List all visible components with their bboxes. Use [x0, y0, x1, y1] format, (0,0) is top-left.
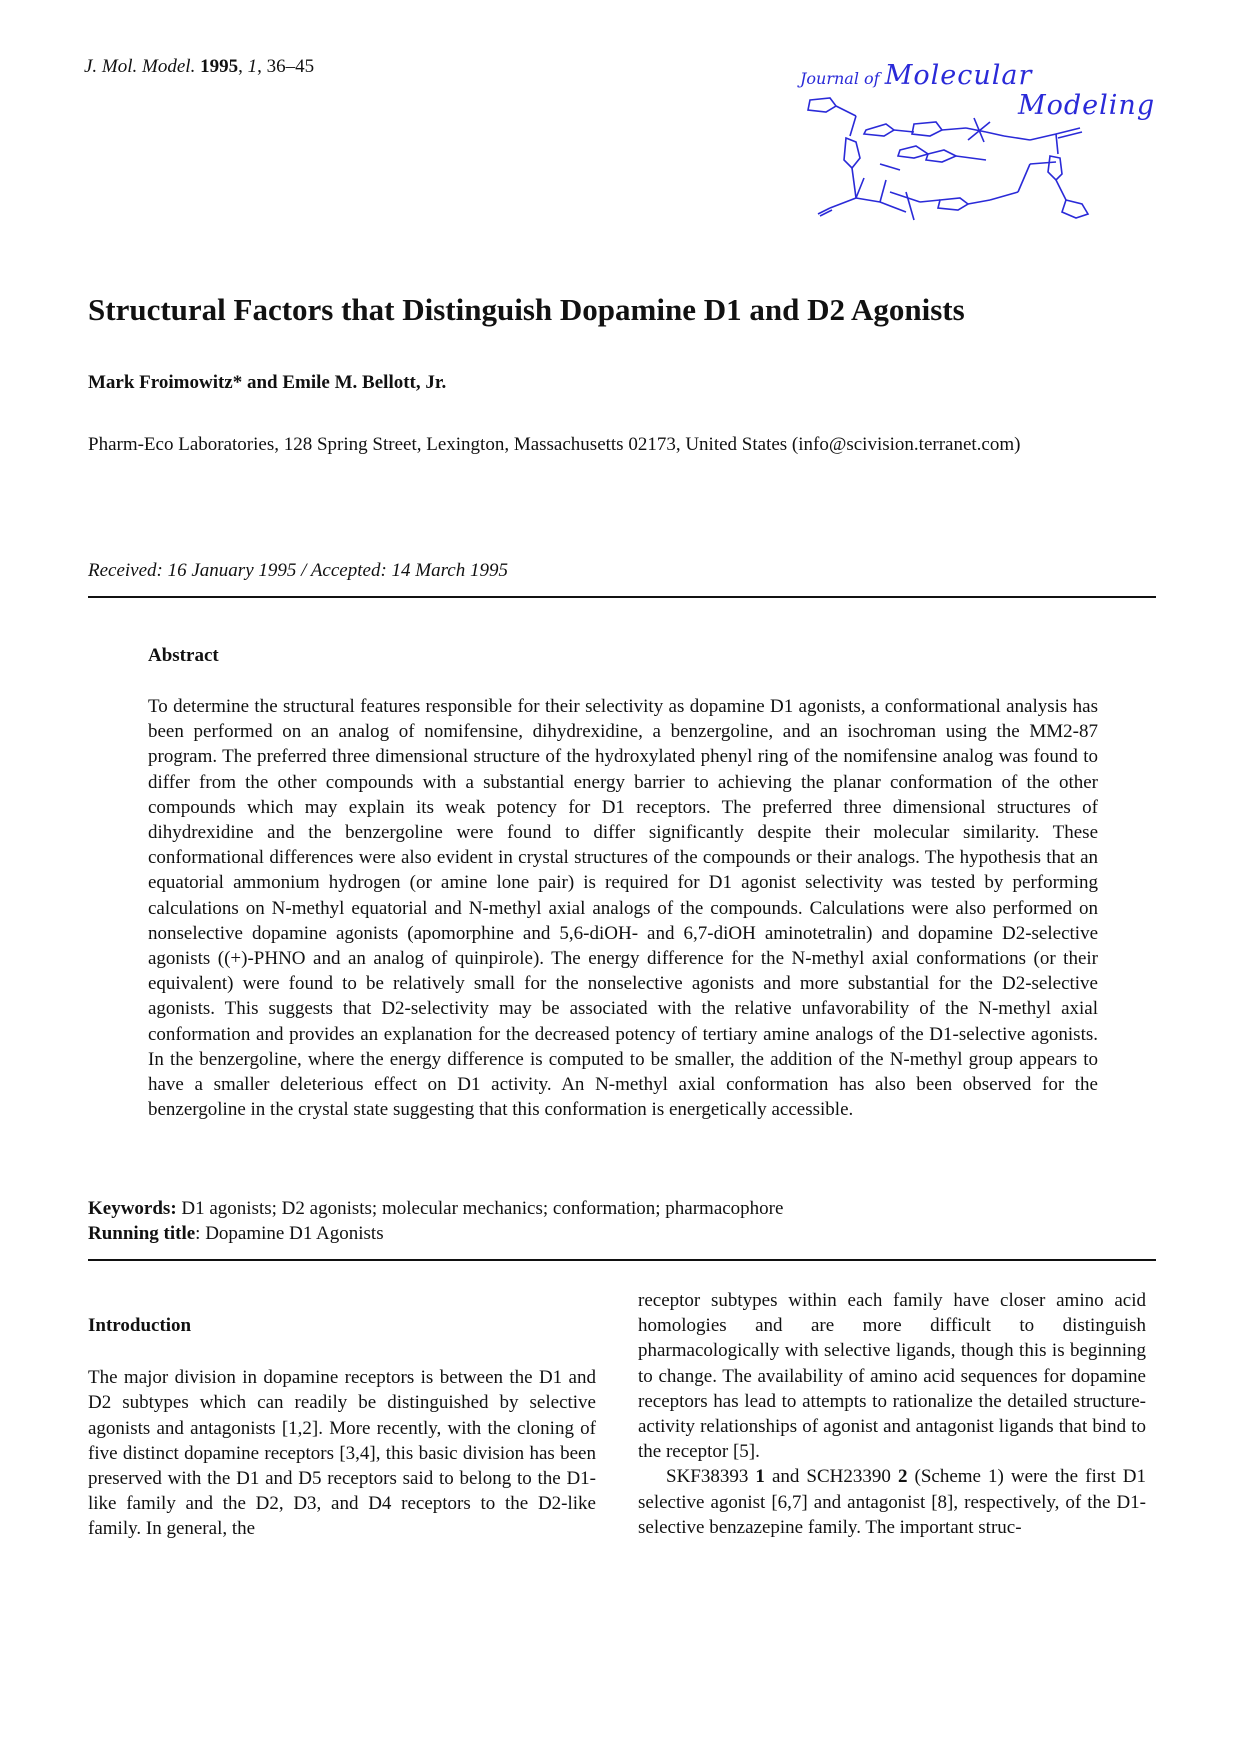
journal-logo — [790, 52, 1160, 252]
received-dates: Received: 16 January 1995 / Accepted: 14 March 1995 — [88, 560, 508, 581]
divider-bottom — [88, 1259, 1156, 1261]
running-title-value: : Dopamine D1 Agonists — [195, 1223, 384, 1244]
compound-skf38393: SKF38393 — [666, 1466, 756, 1488]
divider-top — [88, 596, 1156, 598]
abstract-heading: Abstract — [148, 645, 219, 666]
body-paragraph-1: receptor subtypes within each family have closer amino acid homologies and are more difficult to distinguish pharmacologically with selective ligands, though this is beginning to change. The availability of amino acid sequences for dopamine receptors has lead to attempts to rationalize the detailed structure-activity relationships of agonist and antagonist ligands that bind to the receptor [5]. — [638, 1290, 1146, 1463]
logo-title-line1 — [800, 60, 1032, 91]
citation-year: 1995 — [200, 56, 239, 77]
journal-citation: J. Mol. Model. 1995, 1, 36–45 — [84, 56, 315, 77]
keywords-value: D1 agonists; D2 agonists; molecular mechanics; conformation; pharmacophore — [176, 1198, 784, 1219]
keywords-block — [88, 1196, 783, 1246]
paragraph-continuation: (Scheme 1) were the first D1 selective agonist [6,7] and antagonist [8], respectively, of the D1-selective benzazepine family. The important struc- — [638, 1466, 1146, 1538]
citation-pages: , 36–45 — [257, 56, 315, 77]
citation-volume: 1 — [247, 56, 258, 77]
running-title-label: Running title — [88, 1223, 196, 1244]
abstract-text: To determine the structural features responsible for their selectivity as dopamine D1 agonists, a conformational analysis has been performed on an analog of nomifensine, dihydrexidine, a benzergoline, and an isochroman using the MM2-87 program. The preferred three dimensional structure of the hydroxylated phenyl ring of the nomifensine analog was found to differ from the other compounds with a substantial energy barrier to achieving the planar conformation of the other compounds which may explain its weak potency for D1 receptors. The preferred three dimensional structures of dihydrexidine and the benzergoline were found to differ significantly despite their molecular similarity. These conformational differences were also evident in crystal structures of the compounds or their analogs. The hypothesis that an equatorial ammonium hydrogen (or amine lone pair) is required for D1 agonist selectivity was tested by performing calculations on N-methyl equatorial and N-methyl axial analogs of the compounds. Calculations were also performed on nonselective dopamine agonists (apomorphine and 5,6-diOH- and 6,7-diOH aminotetralin) and dopamine D2-selective agonists ((+)-PHNO and an analog of quinpirole). The energy difference for the N-methyl axial conformations (or their equivalent) were found to be relatively small for the nonselective agonists and more substantial for the D2-selective agonists. This suggests that D2-selectivity may be associated with the relative unfavorability of the N-methyl axial conformation and provides an explanation for the decreased potency of tertiary amine analogs of the D1-selective agonists. In the benzergoline, where the energy difference is computed to be smaller, the addition of the N-methyl group appears to have a smaller deleterious effect on D1 activity. An N-methyl axial conformation has also been observed for the benzergoline in the crystal state suggesting that this conformation is energetically accessible. — [148, 696, 1098, 1121]
running-title-line — [88, 1221, 783, 1246]
compound-number-1: 1 — [755, 1466, 765, 1488]
introduction-paragraph: The major division in dopamine receptors is between the D1 and D2 subtypes which can readily be distinguished by selective agonists and antagonists [1,2]. More recently, with the cloning of five distinct dopamine receptors [3,4], this basic division has been preserved with the D1 and D5 receptors said to belong to the D1-like family and the D2, D3, and D4 receptors to the D2-like family. In general, the — [88, 1367, 596, 1540]
body-column-left — [88, 1288, 596, 1542]
keywords-line — [88, 1196, 783, 1221]
article-authors: Mark Froimowitz* and Emile M. Bellott, Jr. — [88, 372, 447, 393]
body-paragraph-2 — [638, 1464, 1146, 1540]
introduction-heading: Introduction — [88, 1315, 192, 1336]
logo-journal-of: Journal of — [800, 69, 880, 88]
article-title: Structural Factors that Distinguish Dopamine D1 and D2 Agonists — [88, 292, 965, 327]
body-column-right — [638, 1288, 1146, 1540]
author-affiliation: Pharm-Eco Laboratories, 128 Spring Street, Lexington, Massachusetts 02173, United States (info@scivision.terranet.com) — [88, 434, 1021, 455]
citation-journal: J. Mol. Model. — [84, 56, 196, 77]
compound-number-2: 2 — [897, 1466, 908, 1488]
keywords-label: Keywords: — [88, 1198, 177, 1219]
logo-molecular: Molecular — [884, 60, 1033, 91]
compound-sch23390: and SCH23390 — [764, 1466, 898, 1488]
logo-modeling: Modeling — [1018, 90, 1156, 121]
